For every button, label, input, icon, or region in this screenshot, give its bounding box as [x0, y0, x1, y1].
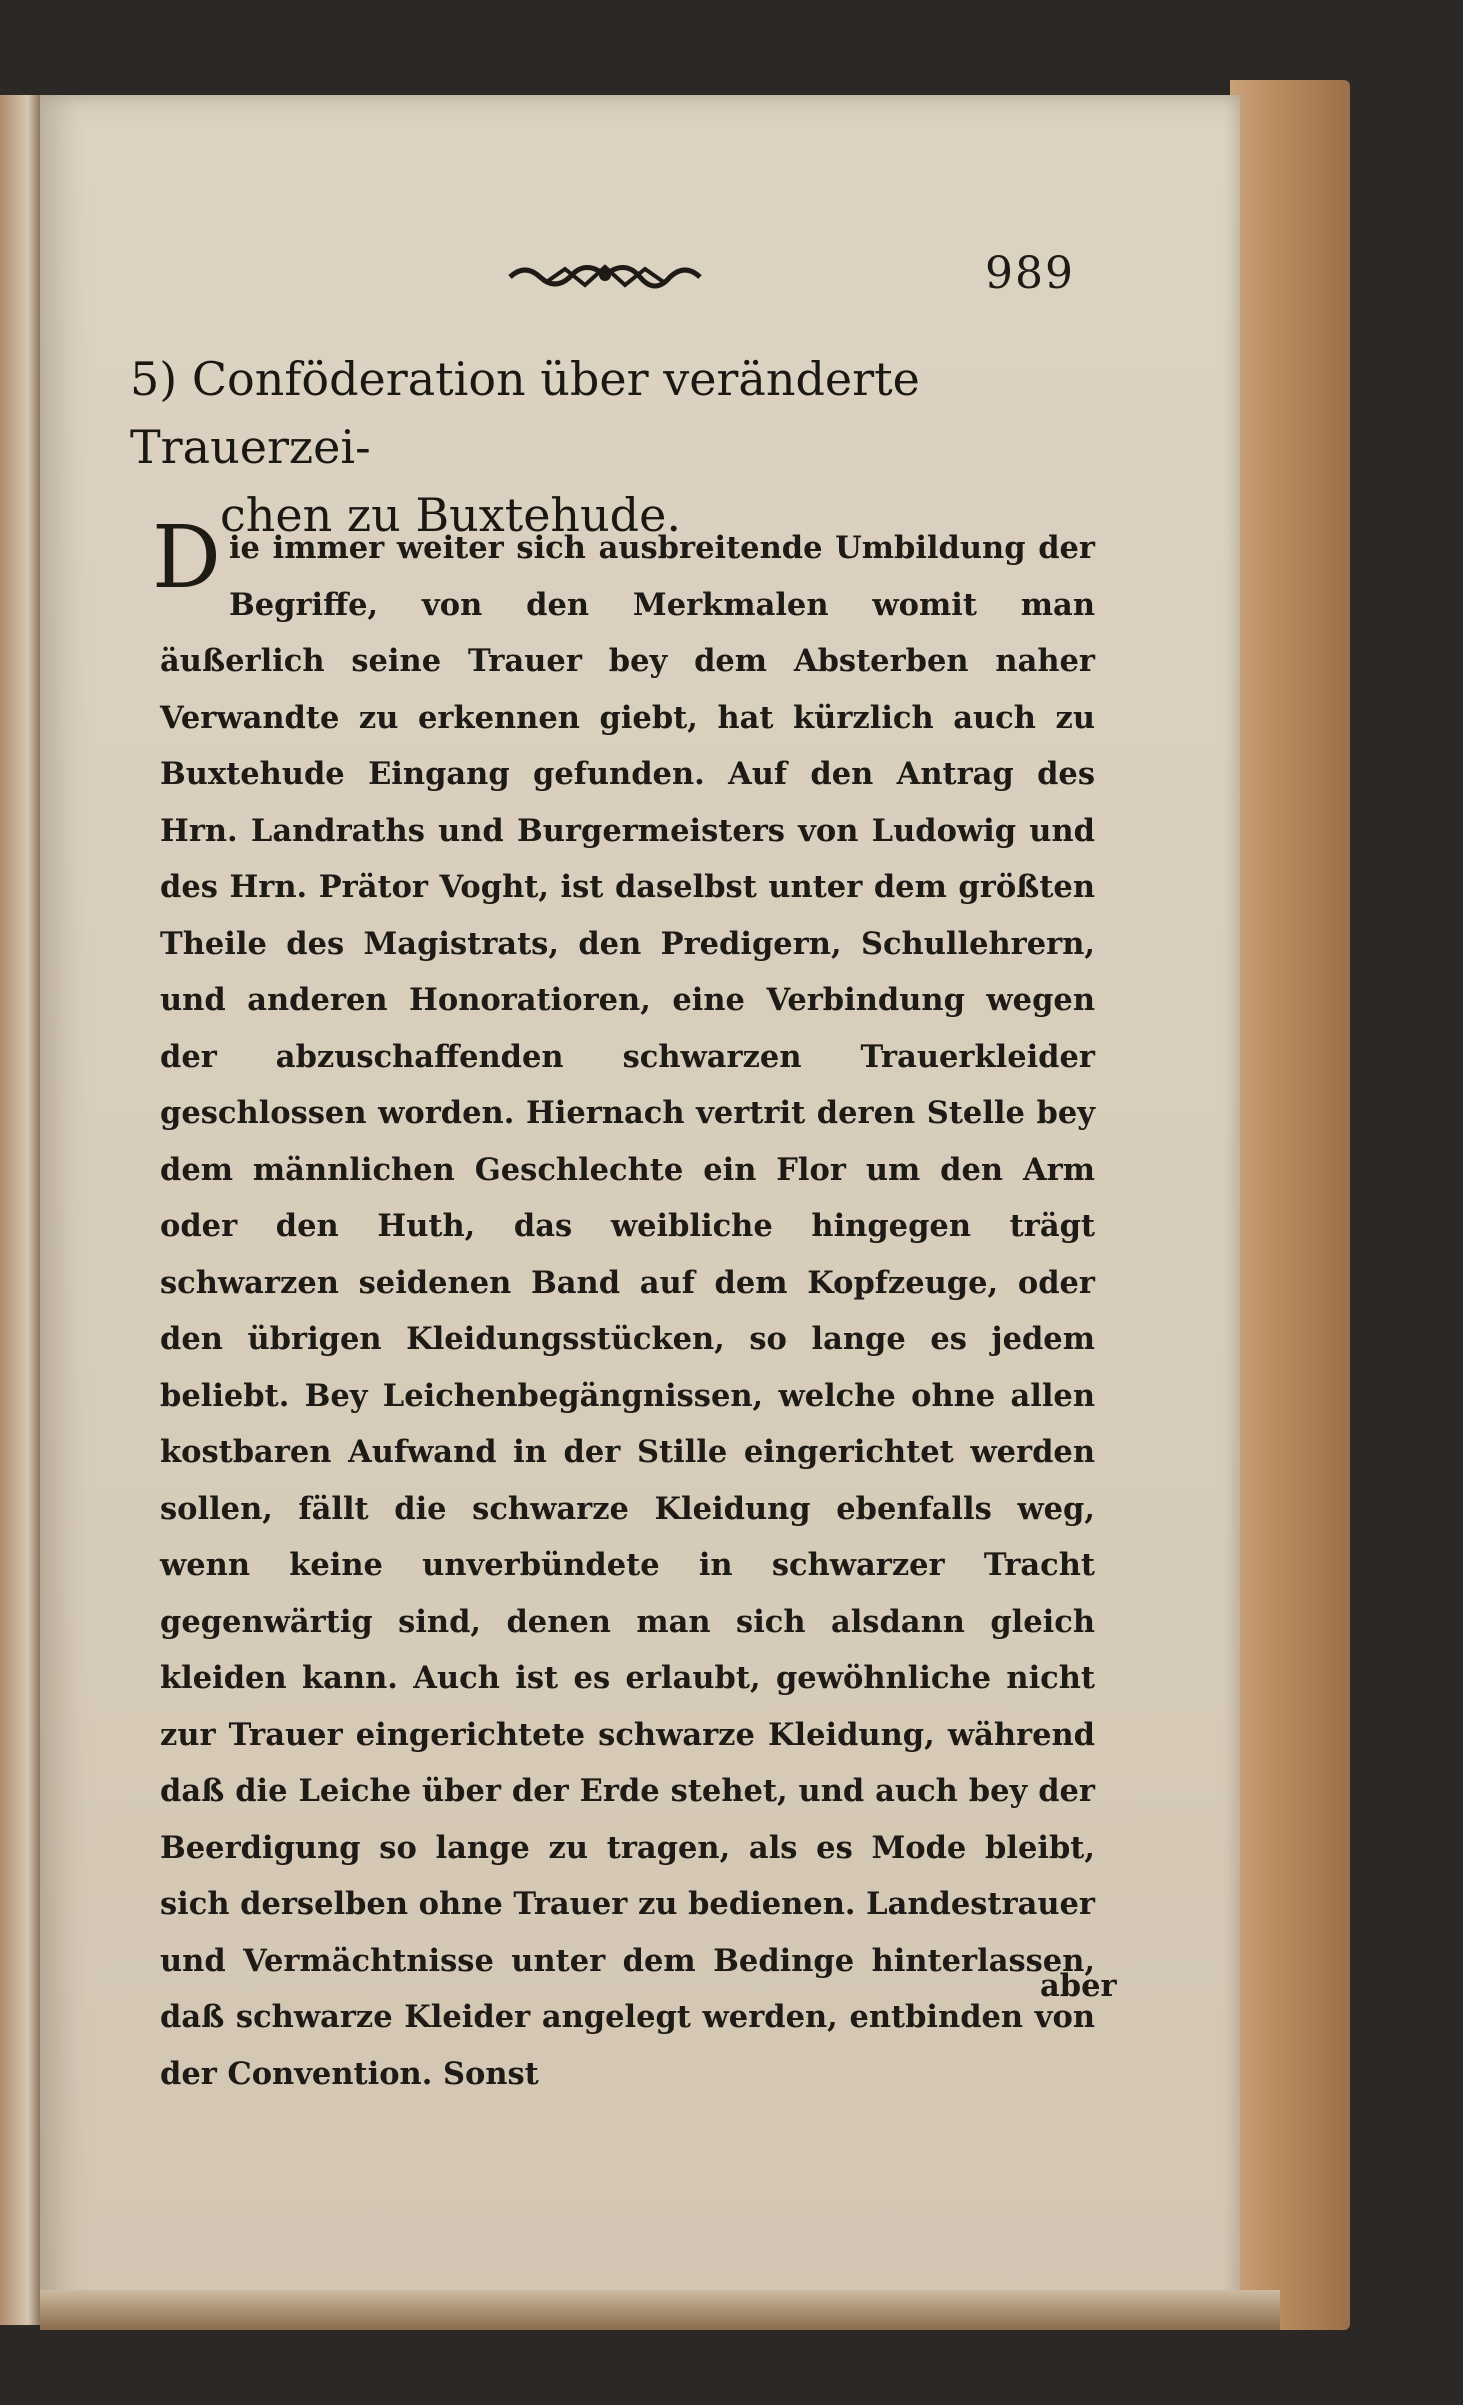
section-heading	[130, 345, 1090, 549]
previous-page-edge	[0, 95, 40, 2325]
heading-line-2: chen zu Buxtehude.	[220, 488, 681, 542]
page-bottom-edge	[40, 2290, 1280, 2330]
ornamental-rule-icon	[505, 255, 705, 295]
book-cover-edge	[1230, 80, 1350, 2330]
drop-capital: D	[152, 508, 221, 608]
page-number: 989	[985, 248, 1075, 299]
heading-line-1: 5) Conföderation über veränderte Trauerzei-	[130, 352, 920, 474]
catchword: aber	[1040, 1968, 1117, 2004]
paragraph-text: ie immer weiter sich ausbreitende Umbildung der Begriffe, von den Merkmalen womit man äußerlich seine Trauer bey dem Absterben naher Verwandte zu erkennen giebt, hat kürzlich auch zu Buxtehude Eingang gefunden. Auf den Antrag des Hrn. Landraths und Burgermeisters von Ludowig und des Hrn. Prätor Voght, ist daselbst unter dem größten Theile des Magistrats, den Predigern, Schullehrern, und anderen Honoratioren, eine Verbindung wegen der abzuschaffenden schwarzen Trauerkleider geschlossen worden. Hiernach vertrit deren Stelle bey dem männlichen Geschlechte ein Flor um den Arm oder den Huth, das weibliche hingegen trägt schwarzen seidenen Band auf dem Kopfzeuge, oder den übrigen Kleidungsstücken, so lange es jedem beliebt. Bey Leichenbegängnissen, welche ohne allen kostbaren Aufwand in der Stille eingerichtet werden sollen, fällt die schwarze Kleidung ebenfalls weg, wenn keine unverbündete in schwarzer Tracht gegenwärtig sind, denen man sich alsdann gleich kleiden kann. Auch ist es erlaubt, gewöhnliche nicht zur Trauer eingerichtete schwarze Kleidung, während daß die Leiche über der Erde stehet, und auch bey der Beerdigung so lange zu tragen, als es Mode bleibt, sich derselben ohne Trauer zu bedienen. Landestrauer und Vermächtnisse unter dem Bedinge hinterlassen, daß schwarze Kleider angelegt werden, entbinden von der Convention. Sonst	[160, 530, 1095, 2092]
